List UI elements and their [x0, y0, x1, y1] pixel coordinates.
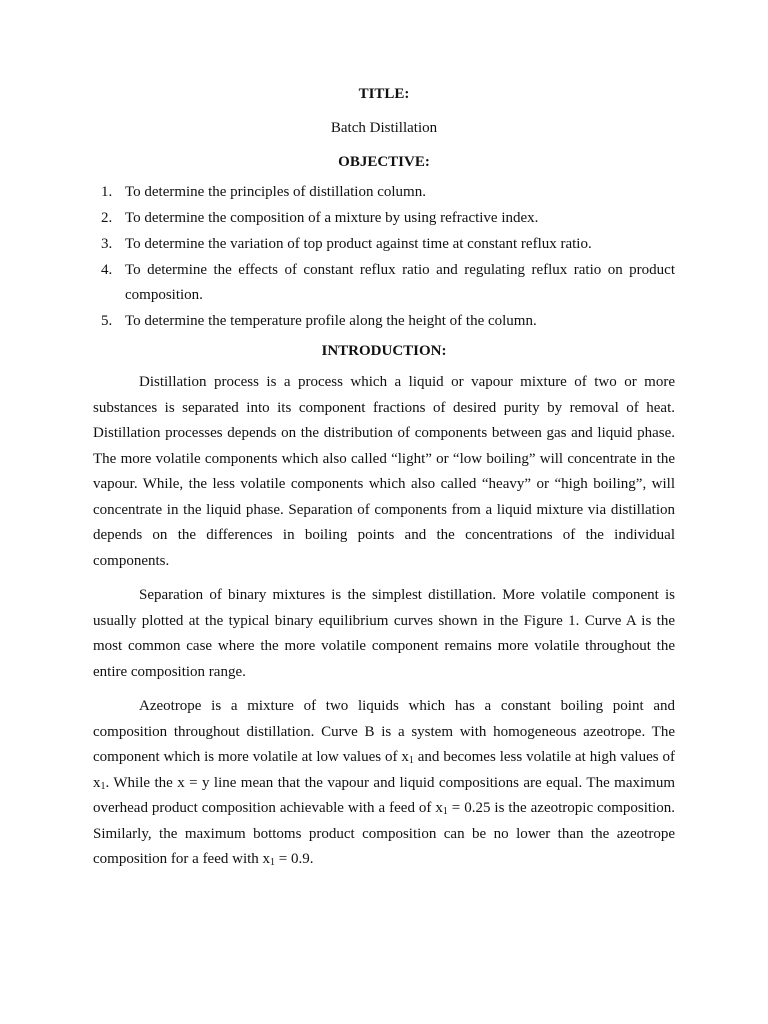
objective-item: [93, 206, 675, 231]
paragraph-text: and becomes less volatile at high values of x: [93, 749, 675, 791]
objective-number: 3.: [101, 236, 113, 252]
subscript: 1: [270, 857, 276, 868]
title-heading: TITLE:: [358, 86, 410, 102]
objective-item: [93, 180, 675, 205]
objective-text: To determine the effects of constant reflux ratio and regulating reflux ratio on product composition.: [125, 262, 675, 303]
objective-item: [93, 309, 675, 334]
objective-item: [93, 232, 675, 257]
subscript: 1: [408, 755, 414, 766]
intro-paragraph-3: [93, 694, 675, 873]
intro-paragraph-2: Separation of binary mixtures is the simplest distillation. More volatile component is usually plotted at the typical binary equilibrium curves shown in the Figure 1. Curve A is the most common case where the more volatile component remains more volatile throughout the entire composition range.: [93, 587, 675, 680]
paragraph-text: . While the x = y line mean that the vapour and liquid compositions are equal. The maximum overhead product composition achievable with a feed of x: [93, 774, 675, 816]
objectives-list: [93, 180, 675, 334]
paragraph-text: = 0.25 is the azeotropic composition. Similarly, the maximum bottoms product composition can be no lower than the azeotrope composition for a feed with x: [93, 800, 675, 867]
objective-text: To determine the temperature profile along the height of the column.: [125, 313, 537, 329]
subscript: 1: [442, 806, 448, 817]
objective-text: To determine the variation of top product against time at constant reflux ratio.: [125, 236, 592, 252]
objective-number: 5.: [101, 313, 113, 329]
paragraph-text: = 0.9.: [275, 851, 314, 867]
objective-number: 1.: [101, 184, 113, 200]
objective-text: To determine the principles of distillation column.: [125, 184, 426, 200]
intro-paragraph-1: Distillation process is a process which a liquid or vapour mixture of two or more substances is separated into its component fractions of desired purity by removal of heat. Distillation processes depends on the distribution of components between gas and liquid phase. The more volatile components which also called “light” or “low boiling” will concentrate in the vapour. While, the less volatile components which also called “heavy” or “high boiling”, will concentrate in the liquid phase. Separation of components from a liquid mixture via distillation depends on the differences in boiling points and the concentrations of the individual components.: [93, 374, 675, 569]
document-title: Batch Distillation: [330, 120, 438, 136]
objective-number: 4.: [101, 262, 113, 278]
objective-text: To determine the composition of a mixture by using refractive index.: [125, 210, 539, 226]
objective-item: [93, 258, 675, 308]
objective-number: 2.: [101, 210, 113, 226]
objective-heading: OBJECTIVE:: [338, 154, 430, 170]
introduction-heading: INTRODUCTION:: [321, 343, 447, 359]
subscript: 1: [100, 780, 106, 792]
paragraph-text: Azeotrope is a mixture of two liquids which has a constant boiling point and composition throughout distillation. Curve B is a system with homogeneous azeotrope. The component which is more volatile at low values of x: [93, 698, 675, 765]
document-content: [93, 86, 675, 873]
